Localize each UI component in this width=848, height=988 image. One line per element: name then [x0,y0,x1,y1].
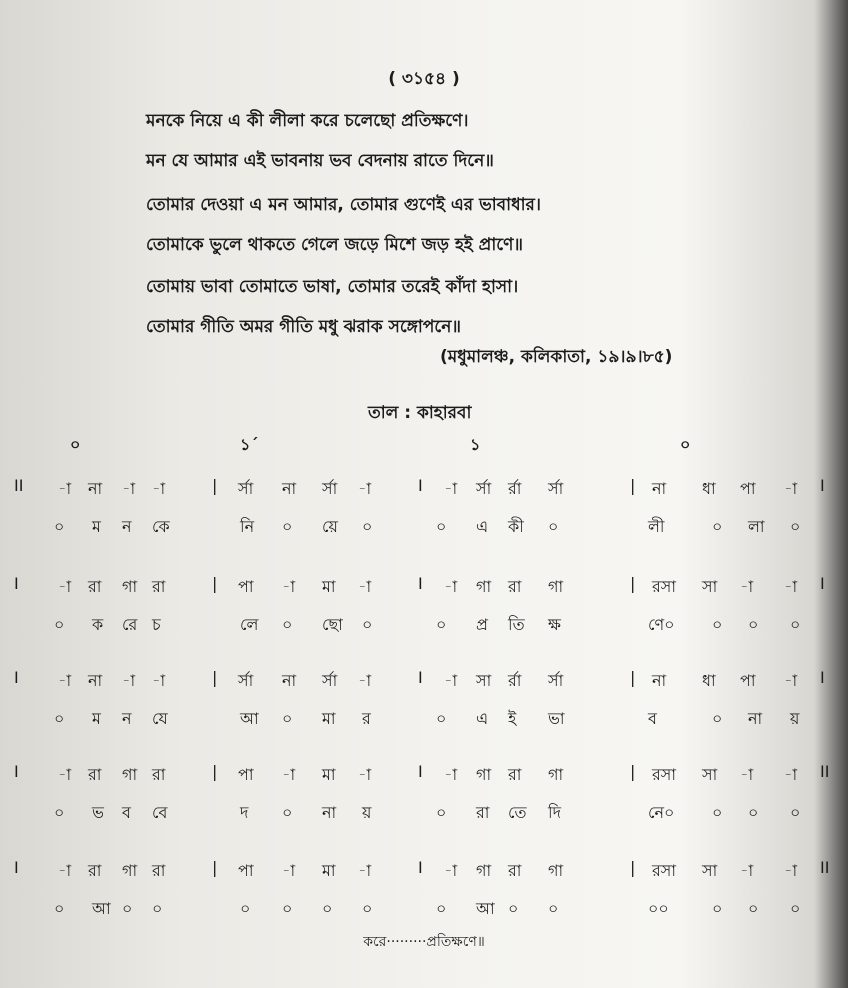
lyric-syllable: ০ [54,899,65,918]
lyric-syllable: রে [122,615,138,634]
lyric-syllable: ০ [282,615,293,634]
bar-line: | [212,476,218,495]
lyric-syllable: ০০ [648,899,669,918]
swara-note: -া [358,479,372,498]
swara-note: -া [784,577,798,596]
bar-line: I [14,762,19,781]
swara-note: রসা [652,577,677,596]
lyric-syllable: তে [508,803,527,822]
lyric-syllable: নি [240,517,255,536]
lyric-syllable: দ [240,803,249,822]
swara-note: গা [122,577,138,596]
swara-note: -া [784,479,798,498]
lyric-syllable: চ [152,615,161,634]
swara-note: পা [238,577,254,596]
lyric-syllable: ০ [282,709,293,728]
swara-note: গা [122,765,138,784]
lyric-syllable: ক্ষ [548,615,561,634]
swara-note: মা [322,861,336,880]
lyric-syllable: তি [508,615,525,634]
bar-line: II [820,858,830,877]
swara-note: রা [508,861,522,880]
swara-note: রা [508,765,522,784]
lyric-syllable: যে [152,709,168,728]
swara-note: -া [122,671,136,690]
beat-mark: ০ [70,435,81,454]
lyric-syllable: ম [92,709,101,728]
swara-note: গা [548,765,564,784]
taal-heading: তাল : কাহারবা [368,403,472,423]
lyric-syllable: ০ [508,899,519,918]
lyric-syllable: এ [476,709,489,728]
lyric-syllable: ০ [240,899,251,918]
swara-note: না [88,479,103,498]
swara-note: -া [58,671,72,690]
verse-line: তোমাকে ভুলে থাকতে গেলে জড়ে মিশে জড় হই প্রাণে॥ [146,235,523,255]
lyric-syllable: ০ [748,803,759,822]
lyric-syllable: না [322,803,337,822]
lyric-syllable: প্র [476,615,488,634]
lyric-syllable: য়ে [322,517,338,536]
swara-note: মা [322,765,336,784]
lyric-syllable: কে [152,517,170,536]
lyric-syllable: য় [362,803,372,822]
lyric-syllable: ০ [712,803,723,822]
lyric-syllable: ০ [54,517,65,536]
swara-note: পা [238,765,254,784]
swara-note: ধা [702,479,716,498]
lyric-syllable: ০ [548,899,559,918]
swara-note: -া [740,765,754,784]
swara-note: -া [358,577,372,596]
swara-note: পা [740,671,756,690]
verse-line: মনকে নিয়ে এ কী লীলা করে চলেছো প্রতিক্ষণে। [146,111,469,131]
beat-mark: ১´ [240,435,259,454]
swara-note: না [652,479,667,498]
lyric-syllable: ০ [436,517,447,536]
swara-note: -া [358,671,372,690]
bar-line: | [212,762,218,781]
lyric-syllable: ০ [362,899,373,918]
bar-line: | [212,574,218,593]
swara-note: রা [88,861,102,880]
swara-note: -া [122,479,136,498]
swara-note: গা [476,765,492,784]
swara-note: র্রা [508,671,522,690]
lyric-syllable: ভা [548,709,565,728]
swara-note: -া [152,671,166,690]
bar-line: II [820,762,830,781]
lyric-syllable: লে [240,615,259,634]
swara-note: রা [152,765,166,784]
lyric-syllable: কী [508,517,524,536]
swara-note: রা [152,577,166,596]
lyric-syllable: ০ [122,899,133,918]
bar-line: I [820,574,825,593]
lyric-syllable: য় [790,709,800,728]
lyric-syllable: ব [648,709,657,728]
lyric-syllable: ব [122,803,131,822]
lyric-syllable: ০ [712,899,723,918]
lyric-syllable: ০ [282,803,293,822]
swara-note: -া [784,671,798,690]
lyric-syllable: ০ [436,803,447,822]
swara-note: -া [282,577,296,596]
bar-line: I [14,574,19,593]
lyric-syllable: ০ [152,899,163,918]
swara-note: না [282,479,297,498]
swara-note: -া [444,479,458,498]
swara-note: -া [58,479,72,498]
swara-note: রা [508,577,522,596]
lyric-syllable: ০ [282,517,293,536]
lyric-syllable: ০ [748,899,759,918]
swara-note: -া [58,861,72,880]
bar-line: I [418,574,423,593]
swara-note: গা [548,577,564,596]
lyric-syllable: ০ [54,615,65,634]
verse-line: মন যে আমার এই ভাবনায় ভব বেদনায় রাতে দিনে॥ [146,151,494,171]
lyric-syllable: র [362,709,371,728]
swara-note: র্সা [238,479,254,498]
swara-note: পা [740,479,756,498]
swara-note: -া [282,765,296,784]
lyric-syllable: ০ [436,615,447,634]
bar-line: I [418,858,423,877]
lyric-syllable: ০ [54,803,65,822]
lyric-syllable: ন [122,709,132,728]
verse-line: তোমার দেওয়া এ মন আমার, তোমার গুণেই এর ভাবাধার। [146,195,541,215]
bar-line: I [418,668,423,687]
lyric-syllable: ০ [712,517,723,536]
lyric-syllable: ০ [282,899,293,918]
lyric-syllable: লা [748,517,765,536]
lyric-syllable: ই [508,709,517,728]
bar-line: | [630,476,636,495]
lyric-syllable: নে০ [648,803,675,822]
lyric-syllable: আ [476,899,495,918]
lyric-syllable: ক [92,615,104,634]
lyric-syllable: ০ [790,899,801,918]
lyric-syllable: ন [122,517,132,536]
swara-note: -া [784,861,798,880]
bar-line: I [820,476,825,495]
swara-note: রসা [652,861,677,880]
swara-note: -া [444,765,458,784]
beat-mark: ০ [680,435,691,454]
swara-note: গা [476,577,492,596]
swara-note: -া [58,765,72,784]
lyric-syllable: ভ [92,803,104,822]
bar-line: I [820,668,825,687]
bar-line: I [14,858,19,877]
lyric-syllable: ০ [322,899,333,918]
bar-line: | [630,668,636,687]
lyric-syllable: ০ [54,709,65,728]
swara-note: সা [476,671,492,690]
lyric-syllable: ০ [790,803,801,822]
lyric-syllable: ০ [712,615,723,634]
swara-note: সা [702,765,718,784]
bar-line: | [630,858,636,877]
swara-note: -া [784,765,798,784]
bar-line: I [418,762,423,781]
swara-note: র্সা [322,671,338,690]
swara-note: রা [88,577,102,596]
swara-note: রা [88,765,102,784]
swara-note: -া [282,861,296,880]
lyric-syllable: মা [322,709,336,728]
bar-line: II [14,476,24,495]
verse-line: তোমায় ভাবা তোমাতে ভাষা, তোমার তরেই কাঁদা হাসা। [146,277,519,297]
swara-note: না [652,671,667,690]
swara-note: না [88,671,103,690]
lyric-syllable: না [748,709,763,728]
song-number: ( ৩১৫৪ ) [388,69,460,89]
swara-note: ধা [702,671,716,690]
source-note: (মধুমালঞ্চ, কলিকাতা, ১৯।৯।৮৫) [440,347,673,367]
swara-note: সা [702,577,718,596]
swara-note: -া [740,861,754,880]
lyric-syllable: বে [152,803,168,822]
bar-line: | [212,668,218,687]
swara-note: রা [152,861,166,880]
lyric-syllable: লী [648,517,665,536]
swara-note: র্সা [548,671,564,690]
swara-note: -া [444,577,458,596]
bar-line: I [418,476,423,495]
swara-note: -া [444,861,458,880]
swara-note: রসা [652,765,677,784]
lyric-syllable: আ [92,899,111,918]
lyric-syllable: ০ [712,709,723,728]
lyric-syllable: ০ [748,615,759,634]
swara-note: র্সা [476,479,492,498]
lyric-syllable: ০ [436,709,447,728]
swara-note: না [282,671,297,690]
swara-note: গা [122,861,138,880]
lyric-syllable: ম [92,517,101,536]
lyric-syllable: ০ [362,615,373,634]
lyric-syllable: এ [476,517,489,536]
swara-note: -া [358,861,372,880]
swara-note: -া [358,765,372,784]
swara-note: -া [58,577,72,596]
swara-note: র্সা [322,479,338,498]
swara-note: র্রা [508,479,522,498]
swara-note: গা [548,861,564,880]
swara-note: -া [444,671,458,690]
lyric-syllable: রা [476,803,490,822]
lyric-syllable: ছো [322,615,343,634]
swara-note: -া [152,479,166,498]
bar-line: | [630,574,636,593]
swara-note: সা [702,861,718,880]
swara-note: র্সা [548,479,564,498]
lyric-syllable: দি [548,803,561,822]
swara-note: র্সা [238,671,254,690]
swara-note: মা [322,577,336,596]
lyric-syllable: ০ [790,615,801,634]
bar-line: | [212,858,218,877]
lyric-syllable: ০ [548,517,559,536]
beat-mark: ১ [470,435,481,454]
lyric-syllable: ০ [436,899,447,918]
footer-line: করে·········প্রতিক্ষণে॥ [363,934,485,950]
lyric-syllable: ০ [790,517,801,536]
lyric-syllable: আ [240,709,259,728]
swara-note: গা [476,861,492,880]
verse-line: তোমার গীতি অমর গীতি মধু ঝরাক সঙ্গোপনে॥ [146,317,461,337]
swara-note: -া [740,577,754,596]
swara-note: পা [238,861,254,880]
bar-line: | [630,762,636,781]
bar-line: I [14,668,19,687]
lyric-syllable: ০ [362,517,373,536]
lyric-syllable: ণে০ [648,615,675,634]
